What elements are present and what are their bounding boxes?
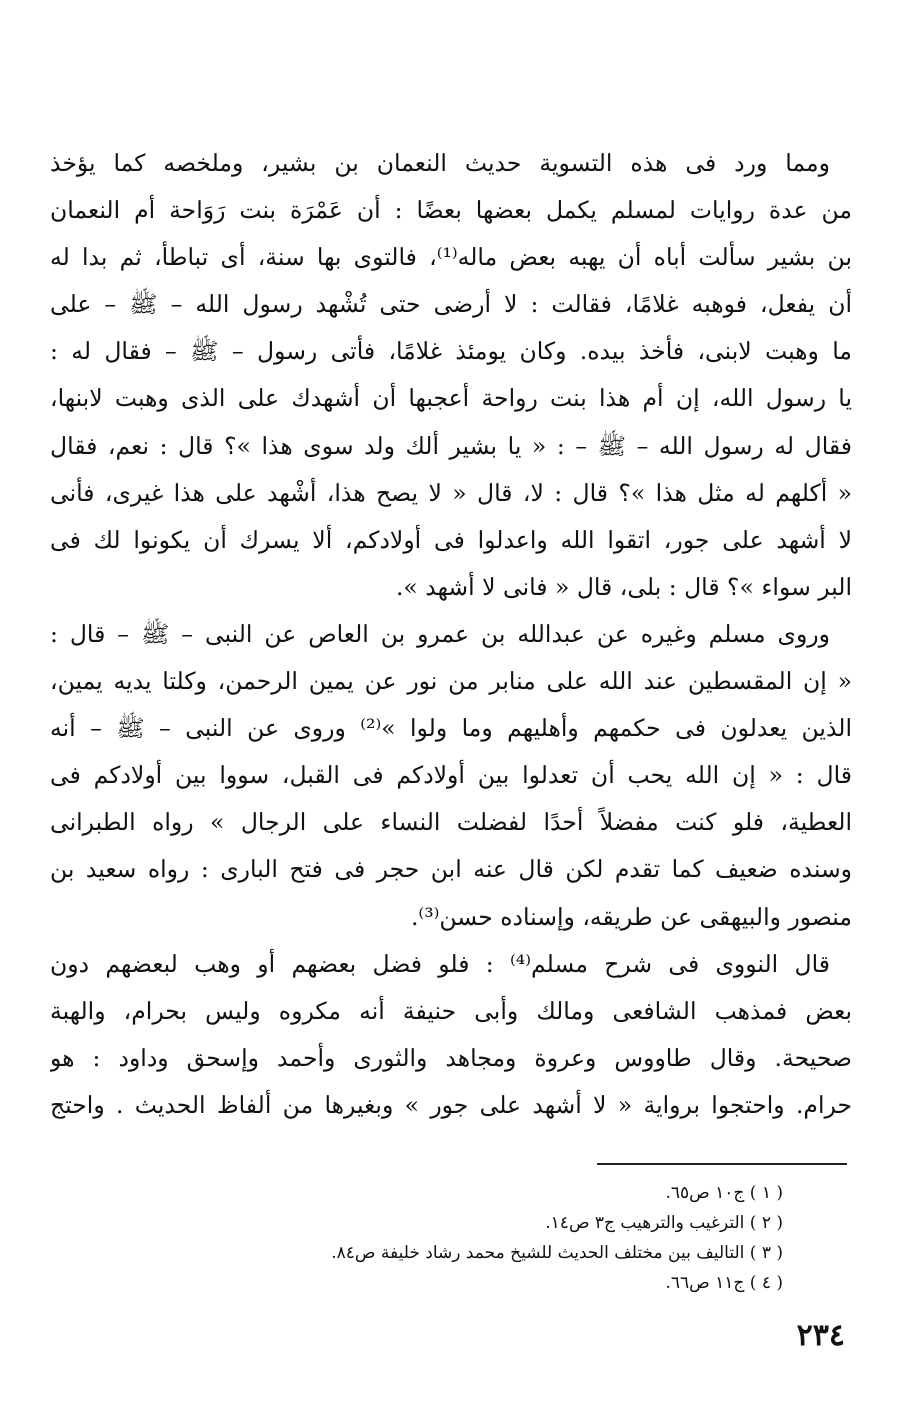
text-line: منصور والبيهقى عن طريقه، وإسناده حسن⁽³⁾. [410,902,852,931]
text-line: لا أشهد على جور، اتقوا الله واعدلوا فى أولادكم، ألا يسرك أن يكونوا لك فى [50,525,852,554]
text-line: وسنده ضعيف كما تقدم لكن قال عنه ابن حجر فى فتح البارى : رواه سعيد بن [50,855,852,884]
text-line: قال النووى فى شرح مسلم⁽⁴⁾ : فلو فضل بعضهم أو وهب لبعضهم دون [50,949,830,978]
text-line: أن يفعل، فوهبه غلامًا، فقالت : لا أرضى حتى تُشْهد رسول الله – ﷺ – على [50,290,852,319]
text-line: بن بشير سألت أباه أن يهبه بعض ماله⁽¹⁾، فالتوى بها سنة، أى تباطأ، ثم بدا له [50,243,852,272]
text-line: قال : « إن الله يحب أن تعدلوا بين أولادكم فى القبل، سووا بين أولادكم فى [50,761,852,790]
text-line: من عدة روايات لمسلم يكمل بعضها بعضًا : أن عَمْرَة بنت رَوَاحة أم النعمان [50,196,852,225]
footnote-item: ( ٣ ) التاليف بين مختلف الحديث للشيخ محمد رشاد خليفة ص٨٤. [331,1243,783,1263]
footnote-divider [597,1163,847,1165]
text-line: « أكلهم له مثل هذا »؟ قال : لا، قال « لا يصح هذا، أشْهد على هذا غيرى، فأنى [50,478,852,507]
footnotes [183,1178,783,1298]
footnote-item: ( ٢ ) الترغيب والترهيب ج٣ ص١٤. [545,1213,783,1233]
page-number: ٢٣٤ [796,1318,845,1353]
text-line: بعض فمذهب الشافعى ومالك وأبى حنيفة أنه مكروه وليس بحرام، والهبة [50,996,852,1025]
text-line: يا رسول الله، إن أم هذا بنت رواحة أعجبها أن أشهدك على الذى وهبت لابنها، [50,384,852,413]
body-text [50,140,852,1129]
text-line: فقال له رسول الله – ﷺ – : « يا بشير ألك ولد سوى هذا »؟ قال : نعم، فقال [50,431,852,460]
text-line: العطية، فلو كنت مفضلاً أحدًا لفضلت النساء على الرجال » رواه الطبرانى [50,808,852,837]
text-line: ومما ورد فى هذه التسوية حديث النعمان بن بشير، وملخصه كما يؤخذ [50,149,830,177]
footnote-item: ( ٤ ) ج١١ ص٦٦. [665,1273,783,1293]
text-line: ما وهبت لابنى، فأخذ بيده. وكان يومئذ غلامًا، فأتى رسول – ﷺ – فقال له : [50,337,852,366]
text-line: حرام. واحتجوا برواية « لا أشهد على جور » وبغيرها من ألفاظ الحديث . واحتج [50,1090,852,1119]
footnote-item: ( ١ ) ج١٠ ص٦٥. [665,1183,783,1203]
text-line: صحيحة. وقال طاووس وعروة ومجاهد والثورى وأحمد وإسحق وداود : هو [50,1043,852,1072]
text-line: البر سواء »؟ قال : بلى، قال « فانى لا أشهد ». [395,572,852,601]
text-line: « إن المقسطين عند الله على منابر من نور عن يمين الرحمن، وكلتا يديه يمين، [50,667,852,696]
text-line: وروى مسلم وغيره عن عبدالله بن عمرو بن العاص عن النبى – ﷺ – قال : [50,619,830,648]
text-line: الذين يعدلون فى حكمهم وأهليهم وما ولوا »⁽²⁾ وروى عن النبى – ﷺ – أنه [50,714,852,743]
